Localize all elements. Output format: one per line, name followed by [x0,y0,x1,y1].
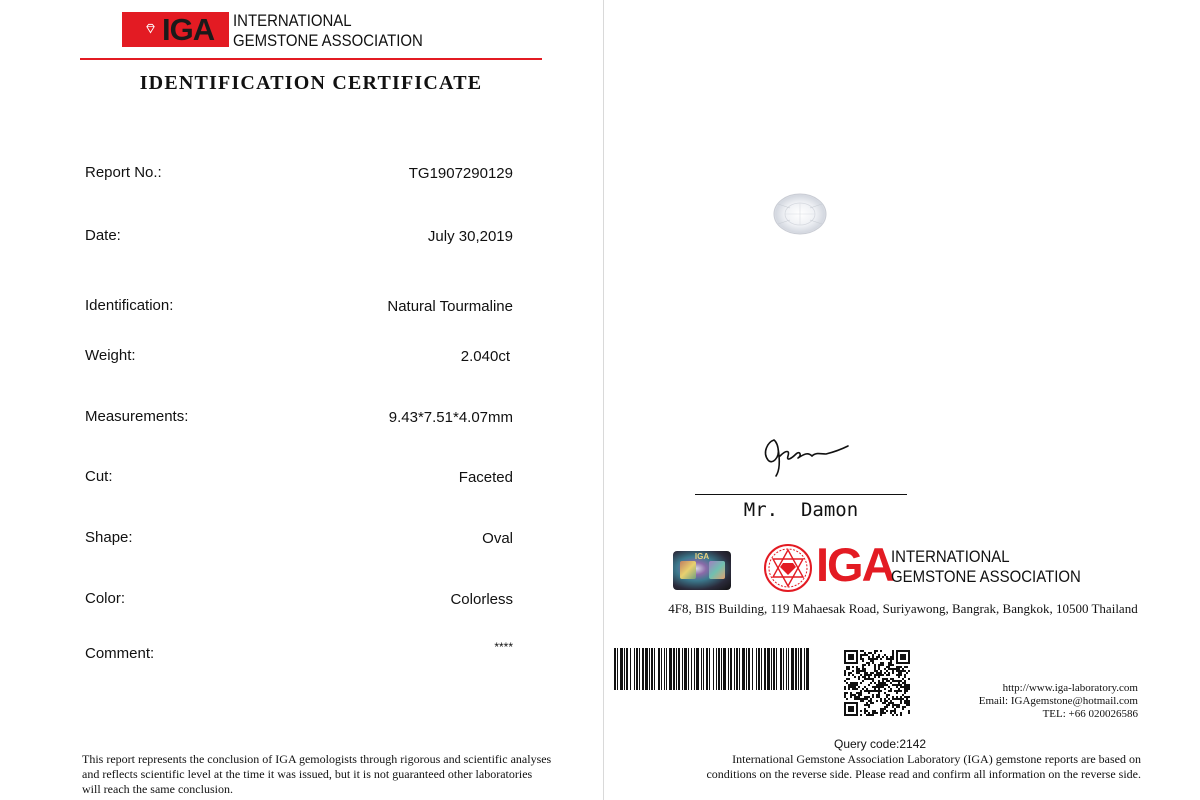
cut-value: Faceted [458,469,513,486]
phone-text: TEL: +66 020026586 [1042,708,1138,720]
header-divider [80,58,542,60]
org-name [233,11,423,51]
weight-label: Weight: [85,347,136,364]
iga-logo-badge [122,12,229,47]
report-no-value: TG1907290129 [408,165,513,182]
color-value: Colorless [450,591,513,608]
org-name-line2: GEMSTONE ASSOCIATION [233,31,423,50]
org-name-line1: INTERNATIONAL [233,11,352,30]
signature [756,430,856,480]
gemstone-photo [772,192,828,236]
cut-label: Cut: [85,468,113,485]
org-name-back-line1: INTERNATIONAL [891,547,1010,566]
date-label: Date: [85,227,121,244]
reverse-side-note: International Gemstone Association Laboratory (IGA) gemstone reports are based on conditions on the reverse side. Please read and confirm all information on the reverse side. [706,752,1141,781]
website-link: http://www.iga-laboratory.com [1002,682,1138,694]
measurements-label: Measurements: [85,408,189,425]
weight-value: 2.040ct [460,348,510,365]
identification-label: Identification: [85,297,174,314]
logo-mark-large: IGA [816,538,894,591]
fold-divider [603,0,604,800]
org-name-back-line2: GEMSTONE ASSOCIATION [891,567,1081,586]
report-no-label: Report No.: [85,164,162,181]
query-code: Query code:2142 [834,737,927,751]
contact-block [979,682,1138,721]
color-label: Color: [85,590,126,607]
comment-label: Comment: [85,645,155,662]
comment-value: **** [494,640,513,654]
signer-name: Mr. Damon [743,499,859,521]
signature-line [695,494,907,495]
email-text: Email: IGAgemstone@hotmail.com [978,695,1138,707]
certificate-title: IDENTIFICATION CERTIFICATE [139,72,483,94]
logo-mark: IGA [162,12,215,47]
measurements-value: 9.43*7.51*4.07mm [388,409,513,426]
date-value: July 30,2019 [427,228,513,245]
diamond-icon [145,23,156,34]
identification-value: Natural Tourmaline [387,298,513,315]
shape-label: Shape: [85,529,133,546]
hologram-label: IGA [694,552,710,561]
hologram-sticker [673,551,731,590]
disclaimer-text: This report represents the conclusion of IGA gemologists through rigorous and scientific analyses and reflects scientific level at the time it was issued, but it is not guaranteed other laboratories will reach the same conclusion. [82,752,552,796]
org-name-back [891,547,1081,587]
barcode [614,648,810,690]
certificate-back [606,0,1200,800]
lab-address: 4F8, BIS Building, 119 Mahaesak Road, Suriyawong, Bangrak, Bangkok, 10500 Thailand [668,601,1138,616]
qr-code [844,650,910,716]
shape-value: Oval [482,530,513,547]
iga-seal-icon [763,543,813,593]
